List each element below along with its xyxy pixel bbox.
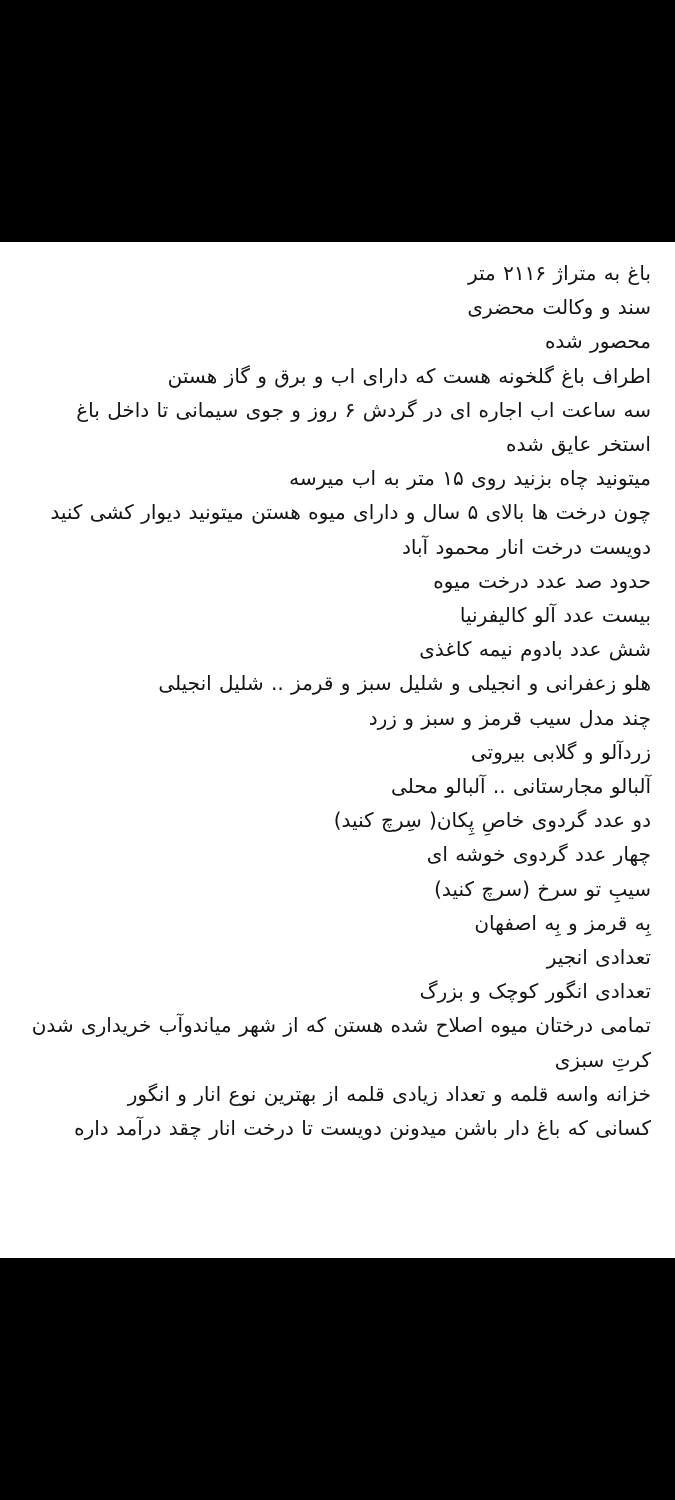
note-line-1: باغ به متراژ ۲۱۱۶ متر	[467, 261, 651, 285]
note-line-8: چون درخت ها بالای ۵ سال و دارای میوه هستن میتونید دیوار کشی کنید	[50, 500, 651, 525]
note-line-6: استخر عایق شده	[505, 432, 651, 457]
note-text-panel	[0, 242, 675, 1258]
note-line-11: بیست عدد آلو کالیفرنیا	[459, 603, 651, 628]
note-line-24: کرتِ سبزی	[554, 1047, 651, 1072]
note-line-22: تعدادی انگور کوچک و بزرگ	[419, 979, 651, 1004]
note-line-15: زردآلو و گلابی بیروتی	[470, 739, 651, 764]
note-line-13: هلو زعفرانی و انجیلی و شلیل سبز و قرمز .. شلیل انجیلی	[158, 671, 651, 696]
note-line-2: سند و وکالت محضری	[467, 295, 651, 320]
note-line-17: دو عدد گردوی خاصِ پِکان( سِرچ کنید)	[333, 808, 651, 833]
note-line-20: بِه قرمز و بِه اصفهان	[474, 910, 651, 935]
note-line-10: حدود صد عدد درخت میوه	[433, 568, 651, 593]
note-line-14: چند مدل سیب قرمز و سبز و زرد	[368, 705, 651, 730]
note-line-19: سیبِ تو سرخ (سرچ کنید)	[434, 876, 651, 901]
top-black-area	[0, 0, 675, 242]
bottom-black-area	[0, 1258, 675, 1500]
note-line-26: کسانی که باغ دار باشن میدونن دویست تا درخت انار چقد درآمد داره	[74, 1116, 651, 1141]
note-line-4: اطراف باغ گلخونه هست که دارای اب و برق و گاز هستن	[167, 363, 651, 388]
note-line-21: تعدادی انجیر	[546, 945, 651, 970]
note-line-23: تمامی درختان میوه اصلاح شده هستن که از شهر میاندوآب خریداری شدن	[31, 1013, 651, 1038]
note-line-25: خزانه واسه قلمه و تعداد زیادی قلمه از بهترین نوع انار و انگور	[127, 1081, 651, 1106]
note-line-16: آلبالو مجارستانی .. آلبالو محلی	[391, 774, 651, 799]
note-line-7: میتونید چاه بزنید روی ۱۵ متر به اب میرسه	[289, 466, 651, 491]
note-text-body	[28, 256, 651, 1145]
note-line-3: محصور شده	[544, 329, 651, 354]
note-line-18: چهار عدد گردوی خوشه ای	[426, 842, 651, 867]
note-line-12: شش عدد بادوم نیمه کاغذی	[419, 637, 651, 662]
note-line-9: دویست درخت انار محمود آباد	[401, 534, 651, 559]
note-line-5: سه ساعت اب اجاره ای در گردش ۶ روز و جوی سیمانی تا داخل باغ	[76, 397, 651, 422]
